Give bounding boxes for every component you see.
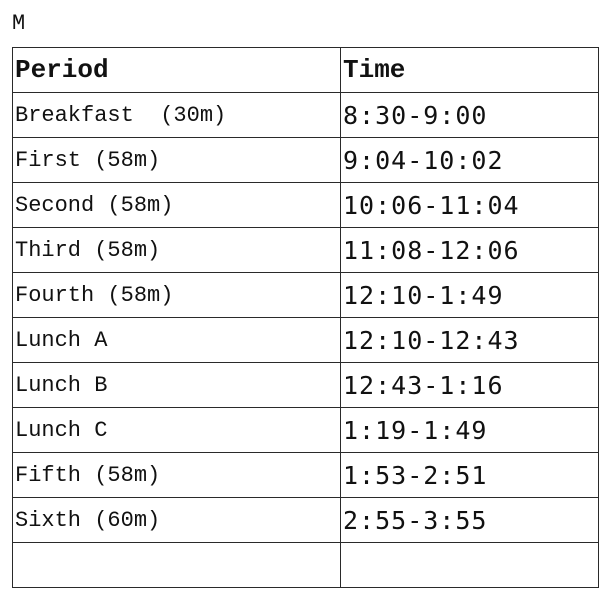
time-cell [341,543,599,588]
period-cell: Third (58m) [13,228,341,273]
time-cell: 10:06-11:04 [341,183,599,228]
table-row [13,93,599,138]
time-cell: 8:30-9:00 [341,93,599,138]
table-row [13,318,599,363]
period-cell: Second (58m) [13,183,341,228]
page-title: M [12,11,26,36]
table-row [13,498,599,543]
period-cell: Lunch C [13,408,341,453]
header-row [13,48,599,93]
period-cell: Lunch A [13,318,341,363]
table-row [13,228,599,273]
table-row [13,183,599,228]
table-row [13,138,599,183]
time-cell: 12:43-1:16 [341,363,599,408]
period-column-header: Period [13,48,341,93]
time-cell: 11:08-12:06 [341,228,599,273]
period-cell: Fourth (58m) [13,273,341,318]
schedule-table [12,47,599,588]
period-cell: Breakfast (30m) [13,93,341,138]
time-cell: 12:10-1:49 [341,273,599,318]
time-cell: 9:04-10:02 [341,138,599,183]
time-cell: 2:55-3:55 [341,498,599,543]
period-cell: First (58m) [13,138,341,183]
table-row [13,453,599,498]
period-cell: Lunch B [13,363,341,408]
period-cell: Sixth (60m) [13,498,341,543]
table-row [13,408,599,453]
period-cell: Fifth (58m) [13,453,341,498]
time-column-header: Time [341,48,599,93]
empty-table-row [13,543,599,588]
time-cell: 12:10-12:43 [341,318,599,363]
table-row [13,273,599,318]
table-row [13,363,599,408]
period-cell [13,543,341,588]
time-cell: 1:19-1:49 [341,408,599,453]
time-cell: 1:53-2:51 [341,453,599,498]
